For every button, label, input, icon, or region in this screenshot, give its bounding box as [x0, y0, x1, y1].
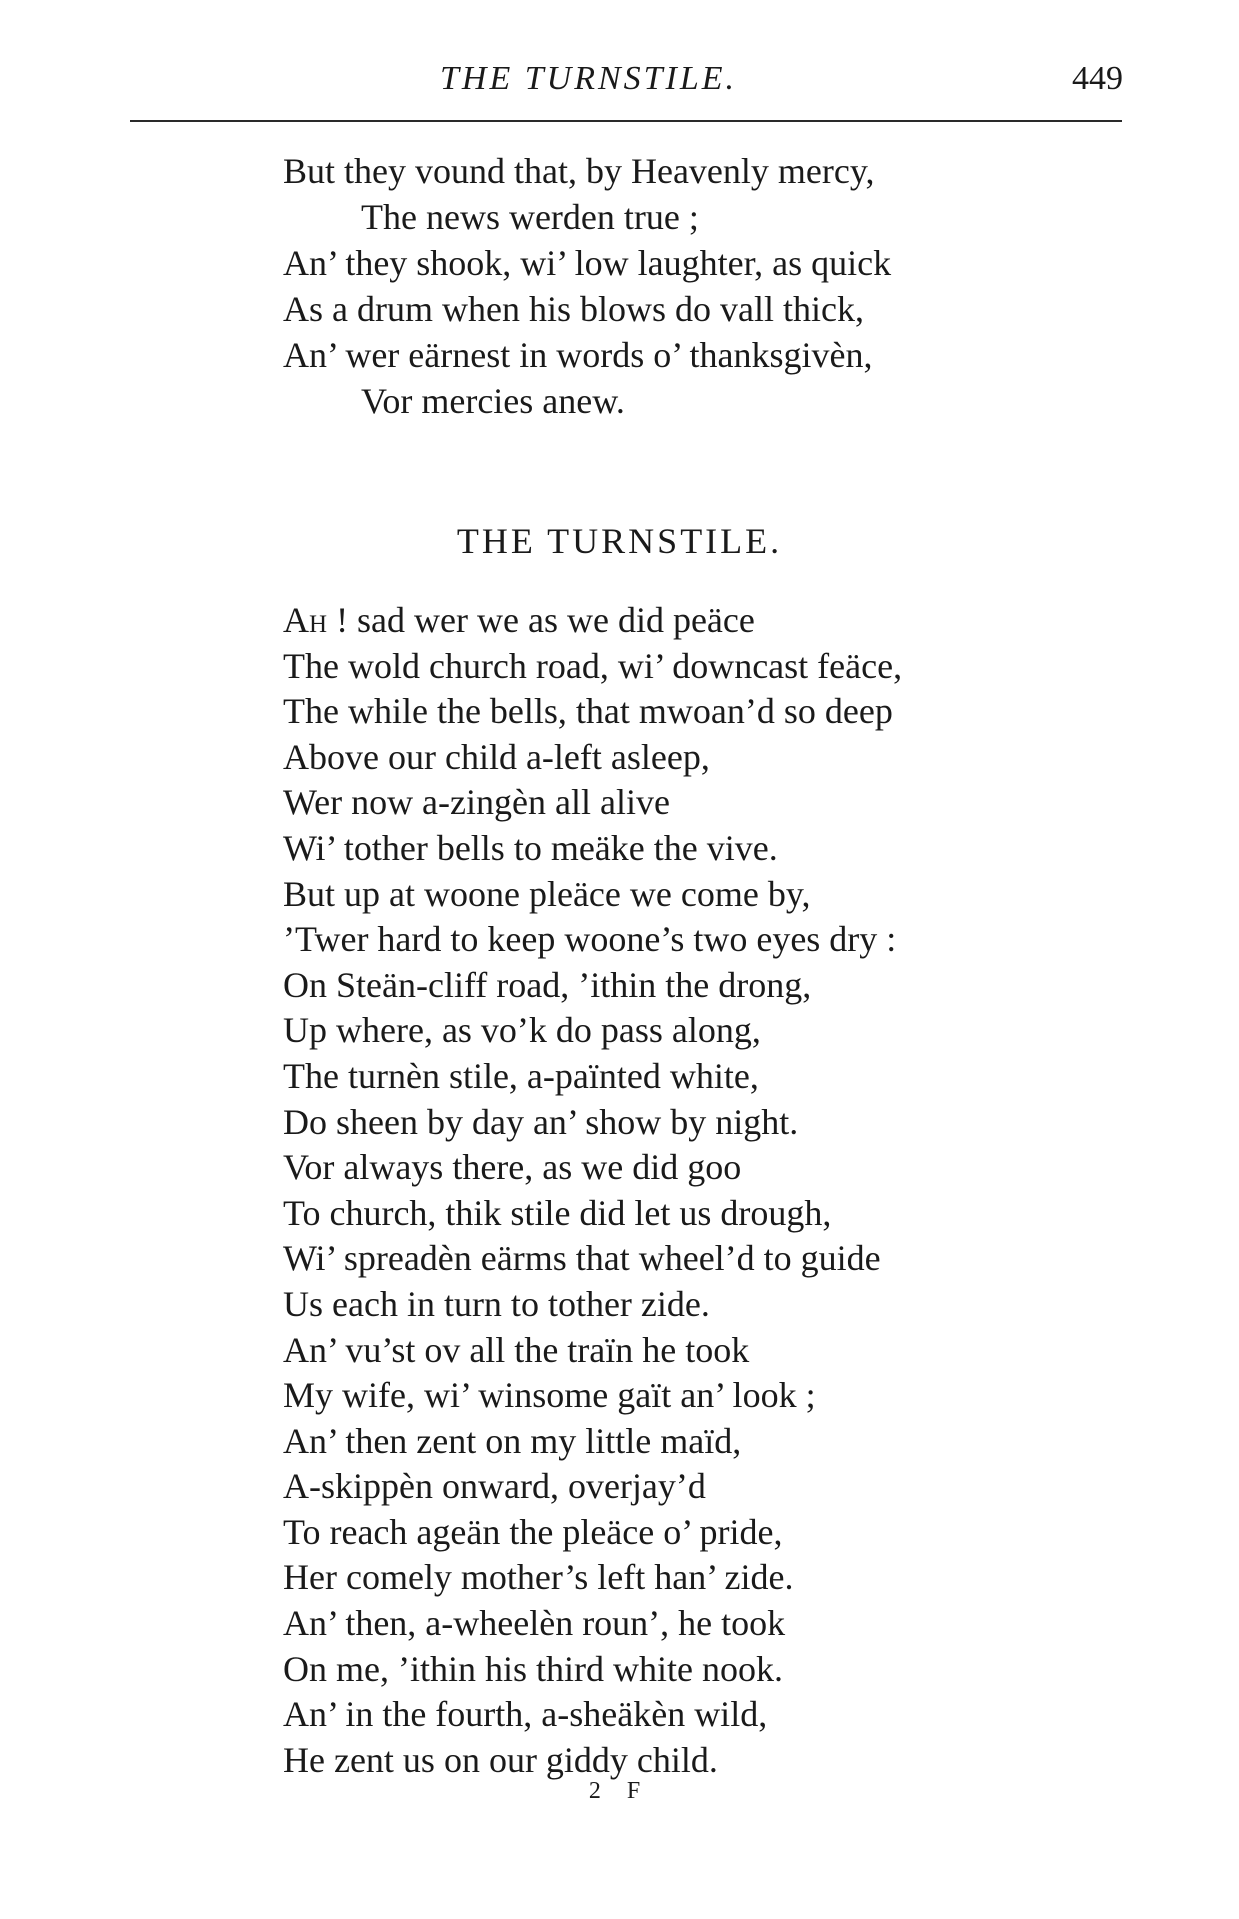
verse-line: Above our child a-left asleep, [283, 736, 710, 777]
verse-line: The news werden true ; [361, 197, 699, 237]
verse-line: Vor mercies anew. [361, 381, 625, 421]
verse-line: An’ wer eärnest in words o’ thanksgivèn, [283, 335, 873, 375]
verse-line: An’ they shook, wi’ low laughter, as quick [283, 243, 892, 283]
verse-line: He zent us on our giddy child. [283, 1739, 718, 1780]
poem-title: THE TURNSTILE. [456, 521, 783, 561]
verse-line: The turnèn stile, a-païnted white, [283, 1055, 759, 1096]
verse-line: A-skippèn onward, overjay’d [283, 1466, 706, 1507]
verse-line: But they vound that, by Heavenly mercy, [283, 151, 875, 191]
verse-line: To church, thik stile did let us drough, [283, 1192, 832, 1233]
verse-line: Wer now a-zingèn all alive [283, 782, 670, 823]
verse-line: ’Twer hard to keep woone’s two eyes dry : [283, 919, 897, 960]
verse-line: My wife, wi’ winsome gaït an’ look ; [283, 1375, 816, 1416]
verse-line: An’ in the fourth, a-sheäkèn wild, [283, 1694, 768, 1735]
verse-line-first [283, 598, 902, 644]
running-head [0, 60, 1239, 104]
verse-line: An’ then, a-wheelèn roun’, he took [283, 1603, 786, 1644]
verse-line: Do sheen by day an’ show by night. [283, 1101, 799, 1142]
verse-line: Her comely mother’s left han’ zide. [283, 1557, 794, 1598]
verse-line: But up at woone pleäce we come by, [283, 873, 811, 914]
first-line-rest: ! sad wer we as we did peäce [327, 600, 755, 640]
verse-line: The while the bells, that mwoan’d so deep [283, 691, 893, 732]
verse-line: As a drum when his blows do vall thick, [283, 289, 864, 329]
verse-line: Wi’ tother bells to meäke the vive. [283, 827, 778, 868]
verse-line: Wi’ spreadèn eärms that wheel’d to guide [283, 1238, 881, 1279]
verse-line: To reach ageän the pleäce o’ pride, [283, 1511, 783, 1552]
verse-line: An’ vu’st ov all the traïn he took [283, 1329, 750, 1370]
verse-line: An’ then zent on my little maïd, [283, 1420, 742, 1461]
first-word: Ah [283, 600, 328, 640]
verse-line: On Steän-cliff road, ’ithin the drong, [283, 964, 812, 1005]
verse-line: The wold church road, wi’ downcast feäce, [283, 645, 903, 686]
previous-poem-ending [283, 148, 891, 424]
verse-line: On me, ’ithin his third white nook. [283, 1648, 783, 1689]
running-title: THE TURNSTILE. [440, 60, 738, 97]
signature-mark: 2 F [588, 1778, 651, 1804]
header-rule [130, 120, 1122, 122]
verse-line: Us each in turn to tother zide. [283, 1283, 710, 1324]
page-number: 449 [1072, 60, 1123, 97]
verse-line: Vor always there, as we did goo [283, 1147, 742, 1188]
verse-line: Up where, as vo’k do pass along, [283, 1010, 761, 1051]
poem-body [283, 598, 902, 1783]
